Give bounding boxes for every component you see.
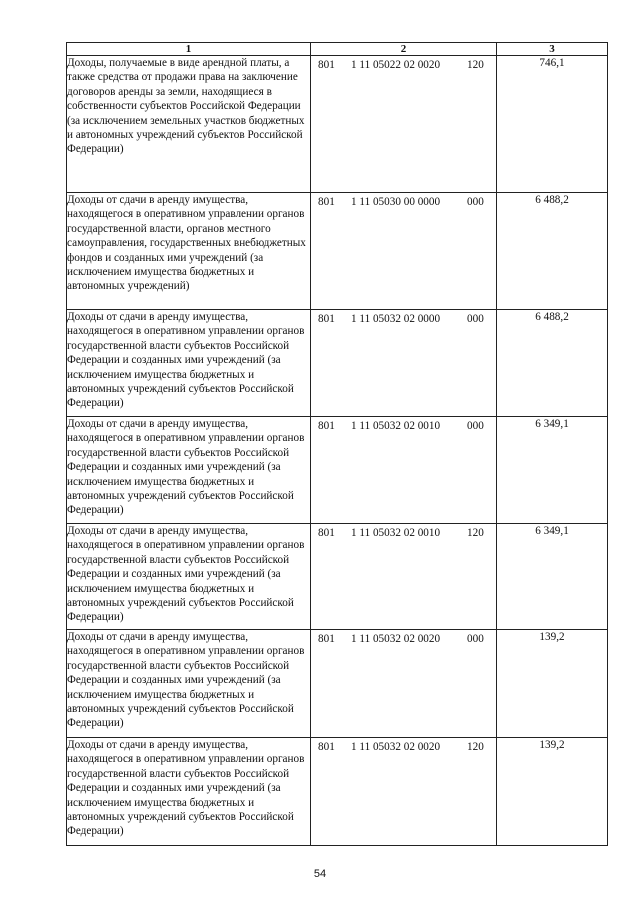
row-code-cell xyxy=(311,524,497,630)
table-row xyxy=(67,738,608,846)
row-admin-code: 801 xyxy=(318,313,335,325)
table-row xyxy=(67,310,608,417)
row-kbk-code: 1 11 05032 02 0010 xyxy=(351,420,441,432)
row-value: 6 488,2 xyxy=(497,193,608,310)
row-code-cell xyxy=(311,193,497,310)
header-col-2: 2 xyxy=(311,43,497,56)
row-subtype-code: 000 xyxy=(467,633,484,645)
row-value: 6 349,1 xyxy=(497,417,608,524)
row-admin-code: 801 xyxy=(318,59,335,71)
row-kbk-code: 1 11 05030 00 0000 xyxy=(351,196,441,208)
row-subtype-code: 120 xyxy=(467,741,484,753)
row-kbk-code: 1 11 05032 02 0020 xyxy=(351,741,441,753)
row-admin-code: 801 xyxy=(318,420,335,432)
row-description: Доходы от сдачи в аренду имущества, находящегося в оперативном управлении органов государственной власти, органов местного самоуправления, государственных внебюджетных фондов и созданных ими учреждений (за исключением имущества бюджетных и автономных учреждений) xyxy=(67,193,311,310)
row-subtype-code: 120 xyxy=(467,59,484,71)
row-value: 6 349,1 xyxy=(497,524,608,630)
row-kbk-code: 1 11 05032 02 0020 xyxy=(351,633,441,645)
table-row xyxy=(67,524,608,630)
row-value: 746,1 xyxy=(497,56,608,193)
row-description: Доходы от сдачи в аренду имущества, находящегося в оперативном управлении органов государственной власти субъектов Российской Федерации и созданных ими учреждений (за исключением имущества бюджетных и автономных учреждений субъектов Российской Федерации) xyxy=(67,310,311,417)
row-code-cell xyxy=(311,738,497,846)
row-description: Доходы от сдачи в аренду имущества, находящегося в оперативном управлении органов государственной власти субъектов Российской Федерации и созданных ими учреждений (за исключением имущества бюджетных и автономных учреждений субъектов Российской Федерации) xyxy=(67,417,311,524)
table-row xyxy=(67,417,608,524)
table-row xyxy=(67,630,608,738)
row-code-cell xyxy=(311,630,497,738)
row-subtype-code: 000 xyxy=(467,420,484,432)
row-description: Доходы от сдачи в аренду имущества, находящегося в оперативном управлении органов государственной власти субъектов Российской Федерации и созданных ими учреждений (за исключением имущества бюджетных и автономных учреждений субъектов Российской Федерации) xyxy=(67,524,311,630)
row-description: Доходы от сдачи в аренду имущества, находящегося в оперативном управлении органов государственной власти субъектов Российской Федерации и созданных ими учреждений (за исключением имущества бюджетных и автономных учреждений субъектов Российской Федерации) xyxy=(67,738,311,846)
header-col-1: 1 xyxy=(67,43,311,56)
row-code-cell xyxy=(311,56,497,193)
table-row xyxy=(67,193,608,310)
table-row xyxy=(67,56,608,193)
row-value: 139,2 xyxy=(497,630,608,738)
header-col-3: 3 xyxy=(497,43,608,56)
revenue-table xyxy=(66,42,608,846)
page-number: 54 xyxy=(313,868,327,880)
row-admin-code: 801 xyxy=(318,741,335,753)
row-description: Доходы от сдачи в аренду имущества, находящегося в оперативном управлении органов государственной власти субъектов Российской Федерации и созданных ими учреждений (за исключением имущества бюджетных и автономных учреждений субъектов Российской Федерации) xyxy=(67,630,311,738)
row-code-cell xyxy=(311,417,497,524)
row-code-cell xyxy=(311,310,497,417)
row-subtype-code: 000 xyxy=(467,313,484,325)
row-admin-code: 801 xyxy=(318,527,335,539)
row-value: 6 488,2 xyxy=(497,310,608,417)
row-kbk-code: 1 11 05032 02 0000 xyxy=(351,313,441,325)
row-kbk-code: 1 11 05032 02 0010 xyxy=(351,527,441,539)
row-admin-code: 801 xyxy=(318,633,335,645)
row-kbk-code: 1 11 05022 02 0020 xyxy=(351,59,441,71)
row-subtype-code: 000 xyxy=(467,196,484,208)
row-value: 139,2 xyxy=(497,738,608,846)
row-description: Доходы, получаемые в виде арендной платы, а также средства от продажи права на заключение договоров аренды за земли, находящиеся в собственности субъектов Российской Федерации (за исключением земельных участков бюджетных и автономных учреждений субъектов Российской Федерации) xyxy=(67,56,311,193)
row-subtype-code: 120 xyxy=(467,527,484,539)
row-admin-code: 801 xyxy=(318,196,335,208)
header-row xyxy=(67,43,608,56)
